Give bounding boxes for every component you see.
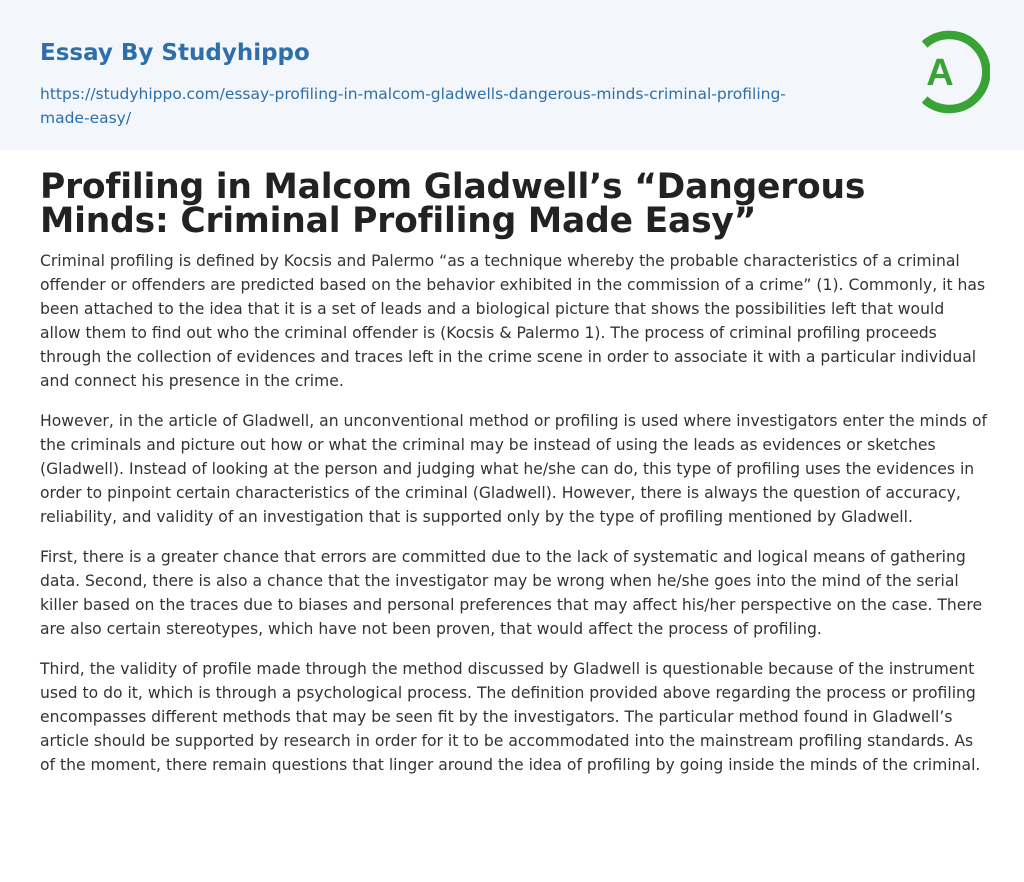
studyhippo-logo-icon[interactable] — [906, 26, 990, 118]
essay-paragraph: Third, the validity of profile made through the method discussed by Gladwell is questionable because of the instrument used to do it, which is through a psychological process. The definition provided above regarding the process or profiling encompasses different methods that may be seen fit by the investigators. The particular method found in Gladwell’s article should be supported by research in order for it to be accommodated into the mainstream profiling standards. As of the moment, there remain questions that linger around the idea of profiling by going inside the minds of the criminal. — [40, 660, 981, 774]
essay-body — [40, 249, 988, 793]
essay-url-link[interactable]: https://studyhippo.com/essay-profiling-in-malcom-gladwells-dangerous-minds-criminal-profiling-made-easy/ — [40, 85, 786, 127]
logo-graphic — [906, 26, 990, 118]
logo-letter: A — [926, 52, 954, 94]
essay-paragraph: First, there is a greater chance that errors are committed due to the lack of systematic and logical means of gathering data. Second, there is also a chance that the investigator may be wrong when he/she goes into the mind of the serial killer based on the traces due to biases and personal preferences that may affect his/her perspective on the case. There are also certain stereotypes, which have not been proven, that would affect the process of profiling. — [40, 548, 983, 638]
essay-paragraph: However, in the article of Gladwell, an unconventional method or profiling is used where investigators enter the minds of the criminals and picture out how or what the criminal may be instead of using the leads as evidences or sketches (Gladwell). Instead of looking at the person and judging what he/she can do, this type of profiling uses the evidences in order to pinpoint certain characteristics of the criminal (Gladwell). However, there is always the question of accuracy, reliability, and validity of an investigation that is supported only by the type of profiling mentioned by Gladwell. — [40, 412, 987, 526]
essay-title: Profiling in Malcom Gladwell’s “Dangerous Minds: Criminal Profiling Made Easy” — [40, 167, 866, 241]
essay-paragraph: Criminal profiling is defined by Kocsis and Palermo “as a technique whereby the probable characteristics of a criminal offender or offenders are predicted based on the behavior exhibited in the commission of a crime” (1). Commonly, it has been attached to the idea that it is a set of leads and a biological picture that shows the possibilities left that would allow them to find out who the criminal offender is (Kocsis & Palermo 1). The process of criminal profiling proceeds through the collection of evidences and traces left in the crime scene in order to associate it with a particular individual and connect his presence in the crime. — [40, 252, 986, 390]
site-header — [0, 0, 1024, 150]
site-brand[interactable]: Essay By Studyhippo — [40, 40, 310, 66]
